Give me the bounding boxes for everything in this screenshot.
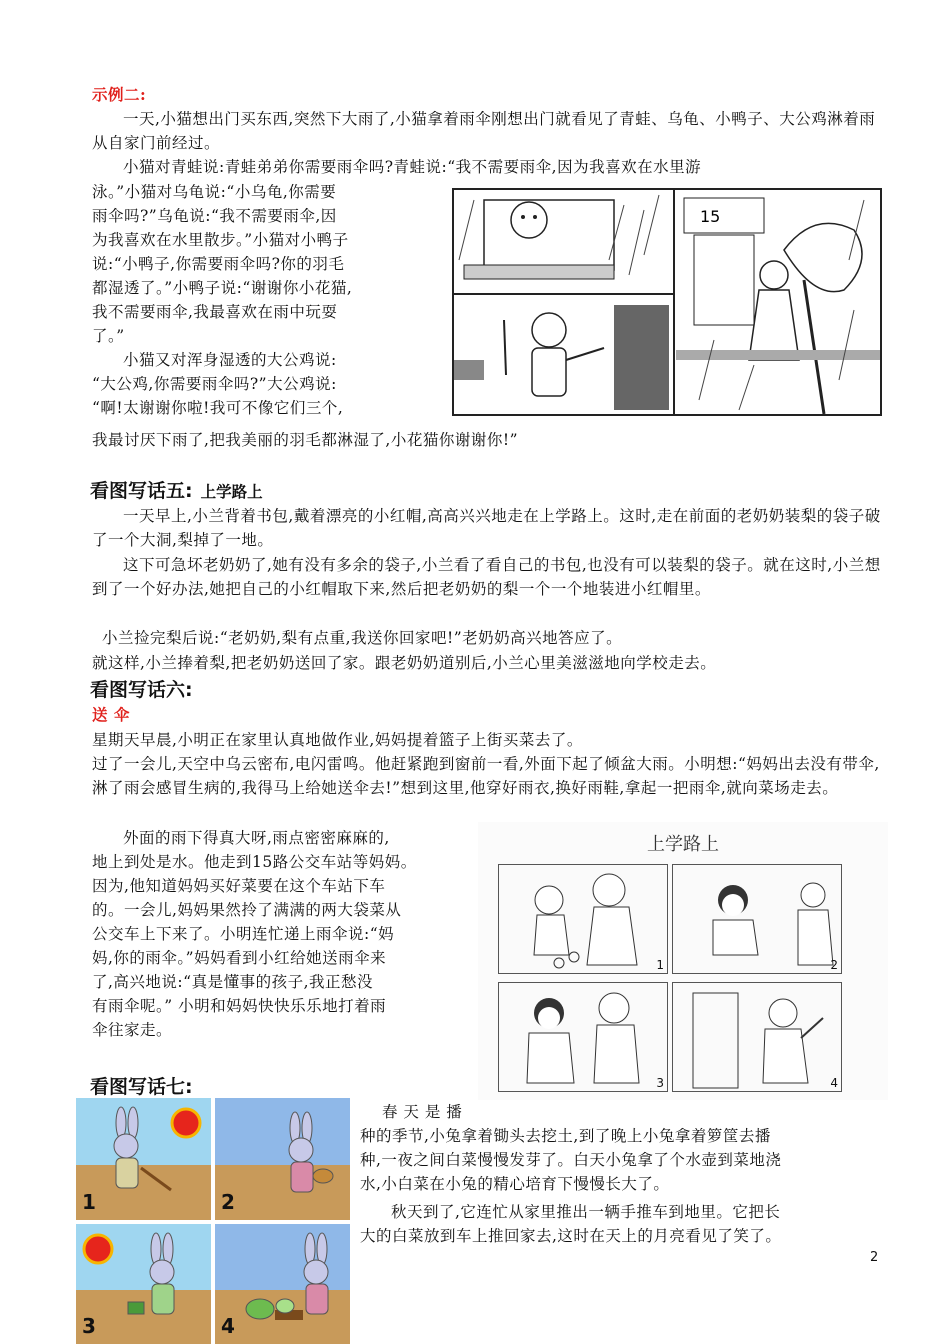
text-line: 泳。”小猫对乌龟说:“小乌龟,你需要 — [92, 183, 337, 201]
example2-paragraph-1: 一天,小猫想出门买东西,突然下大雨了,小猫拿着雨伞刚想出门就看见了青蛙、乌龟、小鸭子、大公鸡淋着雨从自家门前经过。 — [92, 110, 876, 152]
comic-panel-3 — [498, 982, 668, 1092]
page-number: 2 — [870, 1250, 879, 1265]
text-line: 我不需要雨伞,我最喜欢在雨中玩耍 — [92, 303, 338, 321]
text-line: 外面的雨下得真大呀,雨点密密麻麻的, — [123, 829, 390, 847]
text-line: 了。” — [92, 327, 125, 345]
example2-paragraph-2-line-1: 小猫对青蛙说:青蛙弟弟你需要雨伞吗?青蛙说:“我不需要雨伞,因为我喜欢在水里游 — [123, 158, 702, 176]
text-line: 妈,你的雨伞。”妈妈看到小红给她送雨伞来 — [92, 949, 387, 967]
text-line: “啊!太谢谢你啦!我可不像它们三个, — [92, 399, 344, 417]
rabbit-panel-3 — [76, 1224, 211, 1344]
section6-paragraph-1: 星期天早晨,小明正在家里认真地做作业,妈妈提着篮子上街买菜去了。 — [92, 731, 583, 749]
illustration-title: 上学路上 — [647, 834, 719, 855]
rabbit-sowing-image — [215, 1098, 350, 1220]
section7-paragraph-1-start: 春 天 是 播 — [382, 1103, 463, 1121]
text-line: 了,高兴地说:“真是懂事的孩子,我正愁没 — [92, 973, 374, 991]
rabbit-panel-1 — [76, 1098, 211, 1220]
text-line: 秋天到了,它连忙从家里推出一辆手推车到地里。它把长 — [391, 1203, 781, 1221]
text-line: 地上到处是水。他走到15路公交车站等妈妈。 — [92, 853, 417, 871]
bus-stop-sign: 15 — [700, 207, 721, 226]
comic-panel-2 — [672, 864, 842, 974]
comic-panel-1 — [498, 864, 668, 974]
section7-text — [360, 1124, 890, 1248]
section6-heading: 看图写话六: — [90, 679, 193, 701]
text-line: 的。一会儿,妈妈果然拎了满满的两大袋菜从 — [92, 901, 402, 919]
rabbit-watering-image — [76, 1224, 211, 1344]
rabbit-panel-2 — [215, 1098, 350, 1220]
text-line: 有雨伞呢。” 小明和妈妈快快乐乐地打着雨 — [92, 997, 387, 1015]
panel-number: 2 — [830, 958, 838, 972]
example2-paragraph-3-end: 我最讨厌下雨了,把我美丽的羽毛都淋湿了,小花猫你谢谢你!” — [92, 431, 519, 449]
text-line: 公交车上下来了。小明连忙递上雨伞说:“妈 — [92, 925, 395, 943]
text-line: 种,一夜之间白菜慢慢发芽了。白天小兔拿了个水壶到菜地浇 — [360, 1151, 782, 1169]
panel-number: 4 — [830, 1076, 838, 1090]
section5-subtitle: 上学路上 — [200, 483, 263, 501]
cat-umbrella-illustration — [452, 188, 882, 416]
text-line: 水,小白菜在小兔的精心培育下慢慢长大了。 — [360, 1175, 670, 1193]
panel-number: 1 — [656, 958, 664, 972]
rabbit-cabbage-illustration — [76, 1098, 350, 1344]
cat-rain-scene-image — [454, 190, 880, 414]
section5-title: 看图写话五: — [90, 480, 193, 502]
text-line: 小猫又对浑身湿透的大公鸡说: — [123, 351, 337, 369]
text-line: 伞往家走。 — [92, 1021, 173, 1039]
rabbit-harvest-image — [215, 1224, 350, 1344]
section5-paragraph-2: 这下可急坏老奶奶了,她有没有多余的袋子,小兰看了看自己的书包,也没有可以装梨的袋子。就在这时,小兰想到了一个好办法,她把自己的小红帽取下来,然后把老奶奶的梨一个一个地装进小红帽里。 — [92, 556, 881, 598]
text-line: “大公鸡,你需要雨伞吗?”大公鸡说: — [92, 375, 337, 393]
section6-narrow-text — [92, 826, 472, 1042]
section5-heading — [90, 478, 263, 505]
text-line: 说:“小鸭子,你需要雨伞吗?你的羽毛 — [92, 255, 345, 273]
girl-waving-goodbye-image — [673, 983, 840, 1090]
rabbit-panel-4 — [215, 1224, 350, 1344]
grandma-pears-image — [499, 865, 666, 972]
text-line: 种的季节,小兔拿着锄头去挖土,到了晚上小兔拿着箩筐去播 — [360, 1127, 771, 1145]
text-line: 因为,他知道妈妈买好菜要在这个车站下车 — [92, 877, 386, 895]
rabbit-digging-image — [76, 1098, 211, 1220]
section5-paragraph-3: 小兰捡完梨后说:“老奶奶,梨有点重,我送你回家吧!”老奶奶高兴地答应了。 — [102, 629, 623, 647]
example2-heading: 示例二: — [92, 85, 147, 104]
section5-paragraph-4: 就这样,小兰捧着梨,把老奶奶送回了家。跟老奶奶道别后,小兰心里美滋滋地向学校走去。 — [92, 654, 717, 672]
section7-heading: 看图写话七: — [90, 1076, 193, 1098]
text-line: 都湿透了。”小鸭子说:“谢谢你小花猫, — [92, 279, 353, 297]
text-line: 雨伞吗?”乌龟说:“我不需要雨伞,因 — [92, 207, 337, 225]
section6-paragraph-2: 过了一会儿,天空中乌云密布,电闪雷鸣。他赶紧跑到窗前一看,外面下起了倾盆大雨。小明想:“妈妈出去没有带伞,淋了雨会感冒生病的,我得马上给她送伞去!”想到这里,他穿好雨衣,换好雨鞋,拿起一把雨伞,就向菜场走去。 — [92, 755, 880, 797]
section5-paragraph-1: 一天早上,小兰背着书包,戴着漂亮的小红帽,高高兴兴地走在上学路上。这时,走在前面的老奶奶装梨的袋子破了一个大洞,梨掉了一地。 — [92, 507, 881, 549]
panel-number: 3 — [82, 1314, 96, 1338]
girl-picking-pears-image — [673, 865, 840, 972]
panel-number: 1 — [82, 1190, 96, 1214]
example2-narrow-text — [92, 180, 452, 420]
panel-number: 4 — [221, 1314, 235, 1338]
girl-holding-pears-image — [499, 983, 666, 1090]
section6-subtitle: 送 伞 — [92, 705, 130, 724]
text-line: 大的白菜放到车上推回家去,这时在天上的月亮看见了笑了。 — [360, 1227, 782, 1245]
text-line: 为我喜欢在水里散步。”小猫对小鸭子 — [92, 231, 349, 249]
school-road-illustration — [478, 822, 888, 1100]
panel-number: 3 — [656, 1076, 664, 1090]
comic-panel-4 — [672, 982, 842, 1092]
panel-number: 2 — [221, 1190, 235, 1214]
